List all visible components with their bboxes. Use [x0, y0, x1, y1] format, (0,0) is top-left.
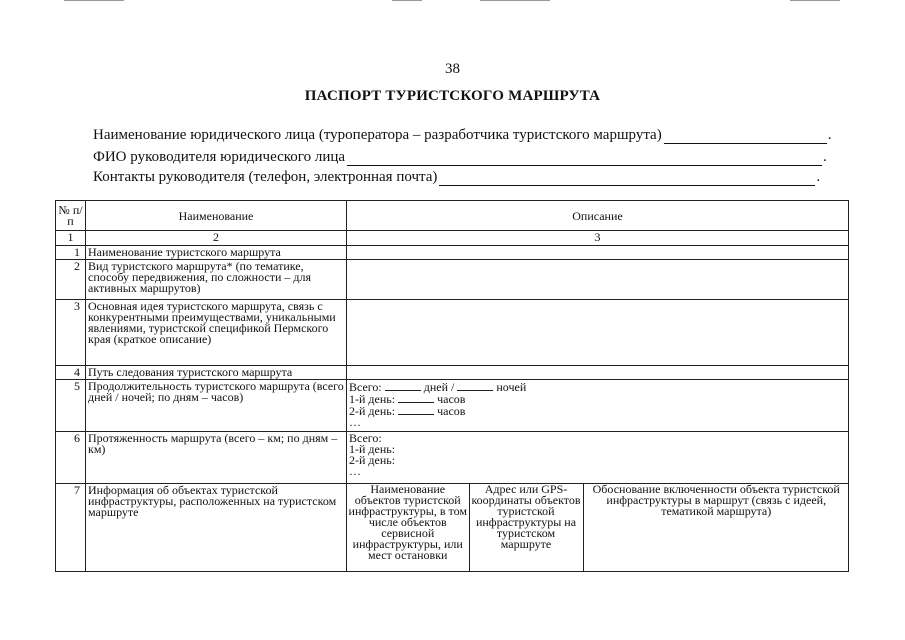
row-name: Продолжительность туристского маршрута (всего дней / ночей; по дням – часов)	[86, 380, 347, 432]
field-legal-entity[interactable]: Наименование юридического лица (туроператора – разработчика туристского маршрута) .	[93, 127, 832, 143]
route-passport-table	[55, 200, 849, 572]
fill-line[interactable]	[385, 381, 421, 391]
header-name: Наименование	[86, 201, 347, 231]
row-desc-cell[interactable]	[347, 432, 849, 484]
row-name: Вид туристского маршрута* (по тематике, способу передвижения, по сложности – для активных маршрутов)	[86, 260, 347, 300]
duration-day-1: 1-й день: часов	[349, 392, 466, 406]
row-name: Основная идея туристского маршрута, связь с конкурентными преимуществами, уникальными явлениями, туристской спецификой Пермского края (краткое описание)	[86, 300, 347, 366]
fill-line[interactable]	[398, 393, 434, 403]
table-row	[56, 484, 849, 572]
scan-edge-mark	[392, 0, 422, 1]
page-number: 38	[445, 61, 460, 77]
row-desc-cell[interactable]	[347, 300, 849, 366]
row-desc-cell[interactable]	[347, 366, 849, 380]
table-row	[56, 366, 849, 380]
table-header-row	[56, 201, 849, 231]
scan-edge-mark	[64, 0, 124, 1]
field-label: ФИО руководителя юридического лица	[93, 149, 346, 165]
fill-line[interactable]	[664, 129, 827, 144]
row-num: 5	[56, 380, 86, 432]
row-name: Протяженность маршрута (всего – км; по дням – км)	[86, 432, 347, 484]
row-num: 6	[56, 432, 86, 484]
table-row	[56, 300, 849, 366]
length-day-1: 1-й день:	[349, 442, 396, 456]
sub-header-address: Адрес или GPS-координаты объектов туристской инфраструктуры на туристском маршруте	[469, 484, 583, 571]
row-desc-cell[interactable]	[347, 380, 849, 432]
sub-header-justification: Обоснование включенности объекта туристской инфраструктуры в маршрут (связь с идеей, тематикой маршрута)	[592, 482, 840, 518]
duration-total: Всего: дней / ночей	[349, 380, 527, 394]
page-title: ПАСПОРТ ТУРИСТСКОГО МАРШРУТА	[304, 88, 601, 104]
row-desc-cell[interactable]	[347, 260, 849, 300]
row-desc-cell	[347, 484, 849, 572]
row-num: 3	[56, 300, 86, 366]
row-num: 1	[56, 246, 86, 260]
length-day-2: 2-й день:	[349, 453, 396, 467]
column-numbering-row: 1 2 3	[56, 231, 849, 246]
scan-edge-mark	[790, 0, 840, 1]
fill-line[interactable]	[347, 151, 822, 166]
row-num: 4	[56, 366, 86, 380]
length-total: Всего:	[349, 431, 382, 445]
field-label: Контакты руководителя (телефон, электронная почта)	[93, 169, 438, 185]
duration-more: …	[349, 415, 361, 429]
table-row	[56, 246, 849, 260]
row-name: Информация об объектах туристской инфраструктуры, расположенных на туристском маршруте	[86, 484, 347, 572]
sub-header-object-name: Наименование объектов туристской инфраструктуры, в том числе объектов сервисной инфраструктуры, или мест остановки	[347, 484, 469, 571]
fill-line[interactable]	[439, 171, 815, 186]
table-row	[56, 260, 849, 300]
duration-day-2: 2-й день: часов	[349, 404, 466, 418]
row-desc-cell[interactable]	[347, 246, 849, 260]
fill-line[interactable]	[457, 381, 493, 391]
field-label: Наименование юридического лица (туроператора – разработчика туристского маршрута)	[93, 127, 662, 143]
fill-line[interactable]	[398, 405, 434, 415]
scan-edge-mark	[480, 0, 550, 1]
row-name: Путь следования туристского маршрута	[86, 366, 347, 380]
row-name: Наименование туристского маршрута	[86, 246, 347, 260]
table-row	[56, 380, 849, 432]
table-row	[56, 432, 849, 484]
field-director-name[interactable]: ФИО руководителя юридического лица .	[93, 149, 827, 165]
length-more: …	[349, 464, 361, 478]
field-director-contacts[interactable]: Контакты руководителя (телефон, электронная почта) .	[93, 169, 821, 185]
header-num: № п/п	[56, 201, 86, 231]
row-num: 7	[56, 484, 86, 572]
infrastructure-subtable	[347, 484, 849, 571]
row-num: 2	[56, 260, 86, 300]
header-desc: Описание	[347, 201, 849, 231]
